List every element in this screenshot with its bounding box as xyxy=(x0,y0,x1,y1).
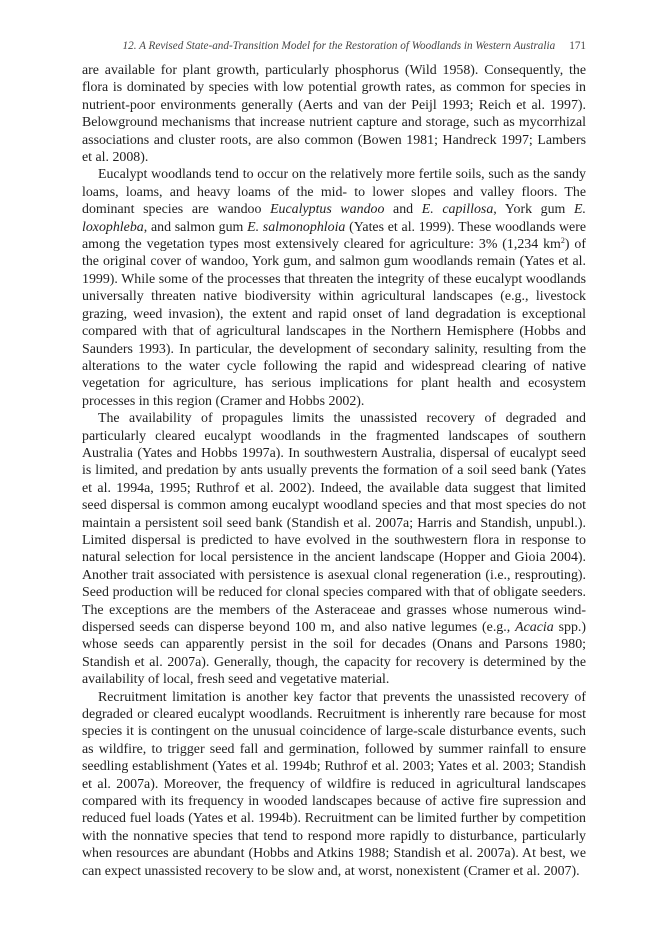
text-run: ) of the original cover of wandoo, York gum, and salmon gum woodlands remain (Yates et al. 1999). While some of the processes that threaten the integrity of these eucalypt woodlands universally threaten native biodiversity within agricultural landscapes (e.g., livestock grazing, weed invasion), the extent and rapid onset of land degradation is exceptional compared with that of agricultural landscapes in the Northern Hemisphere (Hobbs and Saunders 1993). In particular, the development of secondary salinity, resulting from the alterations to the water cycle following the rapid and widespread clearing of native vegetation for agriculture, has serious implications for plant health and ecosystem processes in this region (Cramer and Hobbs 2002). xyxy=(82,237,586,409)
text-run: Eucalypt woodlands tend to occur on the relatively more fertile soils, such as the sandy loams, loams, and heavy loams of the mid- to lower slopes and valley floors. The dominant species are wandoo xyxy=(82,167,586,218)
italic-text: E. capillosa xyxy=(421,202,494,218)
text-run: spp.) whose seeds can apparently persist in the soil for decades (Onans and Parsons 1980; Standish et al. 2007a). Generally, though, the capacity for recovery is determined by the availability of local, fresh seed and vegetative material. xyxy=(82,620,586,688)
page xyxy=(82,38,586,880)
text-run: The availability of propagules limits the unassisted recovery of degraded and particularly cleared eucalypt woodlands in the fragmented landscapes of southern Australia (Yates and Hobbs 1997a). In southwestern Australia, dispersal of eucalypt seed is limited, and predation by ants usually prevents the formation of a soil seed bank (Yates et al. 1994a, 1995; Ruthrof et al. 2002). Indeed, the available data suggest that limited seed dispersal is common among eucalypt woodland species and that most species do not maintain a persistent soil seed bank (Standish et al. 2007a; Harris and Standish, unpubl.). Limited dispersal is predicted to have evolved in the southwestern flora in response to natural selection for local persistence in the ancient landscape (Hopper and Gioia 2004). Another trait associated with persistence is asexual clonal regeneration (i.e., resprouting). Seed production will be reduced for clonal species compared with that of obligate seeders. The exceptions are the members of the Asteraceae and grasses whose numerous wind-dispersed seeds can disperse beyond 100 m, and also native legumes (e.g., xyxy=(82,411,586,635)
text-run: are available for plant growth, particularly phosphorus (Wild 1958). Consequently, the flora is dominated by species with low potential growth rates, as common for species in nutrient-poor environments generally (Aerts and van der Peijl 1993; Reich et al. 1997). Belowground mechanisms that increase nutrient capture and storage, such as mycorrhizal associations and cluster roots, are also common (Bowen 1981; Handreck 1997; Lambers et al. 2008). xyxy=(82,63,586,166)
running-head-title: 12. A Revised State-and-Transition Model for the Restoration of Woodlands in Western Australia xyxy=(122,40,556,52)
italic-text: Eucalyptus wandoo xyxy=(270,202,385,218)
italic-text: Acacia xyxy=(515,620,554,635)
page-number: 171 xyxy=(569,40,586,52)
running-head xyxy=(82,38,586,54)
superscript: 2 xyxy=(560,236,565,246)
text-run: , York gum xyxy=(493,202,574,218)
text-run: (Yates et al. 1999). These woodlands were among the vegetation types most extensively cleared for agriculture: 3% (1,234 km xyxy=(82,219,586,253)
body-text xyxy=(82,62,586,880)
text-run: Recruitment limitation is another key factor that prevents the unassisted recovery of degraded or cleared eucalypt woodlands. Recruitment is inherently rare because for most species it is contingent on the unusual coincidence of large-scale disturbance events, such as wildfire, to trigger seed fall and germination, followed by summer rainfall to ensure seedling establishment (Yates et al. 1994b; Ruthrof et al. 2003; Yates et al. 2003; Standish et al. 2007a). Moreover, the frequency of wildfire is reduced in agricultural landscapes compared with its frequency in wooded landscapes because of active fire supression and reduced fuel loads (Yates et al. 1994b). Recruitment can be limited further by competition with the nonnative species that tend to respond more rapidly to disturbance, particularly when resources are abundant (Hobbs and Atkins 1988; Standish et al. 2007a). At best, we can expect unassisted recovery to be slow and, at worst, nonexistent (Cramer et al. 2007). xyxy=(82,689,586,879)
italic-text: E. salmonophloia xyxy=(247,219,346,235)
paragraph xyxy=(82,166,586,410)
paragraph xyxy=(82,689,586,880)
text-run: , and salmon gum xyxy=(143,219,248,235)
paragraph xyxy=(82,62,586,166)
paragraph xyxy=(82,410,586,689)
text-run: and xyxy=(384,202,422,218)
italic-text: E. loxophleba xyxy=(82,202,586,235)
